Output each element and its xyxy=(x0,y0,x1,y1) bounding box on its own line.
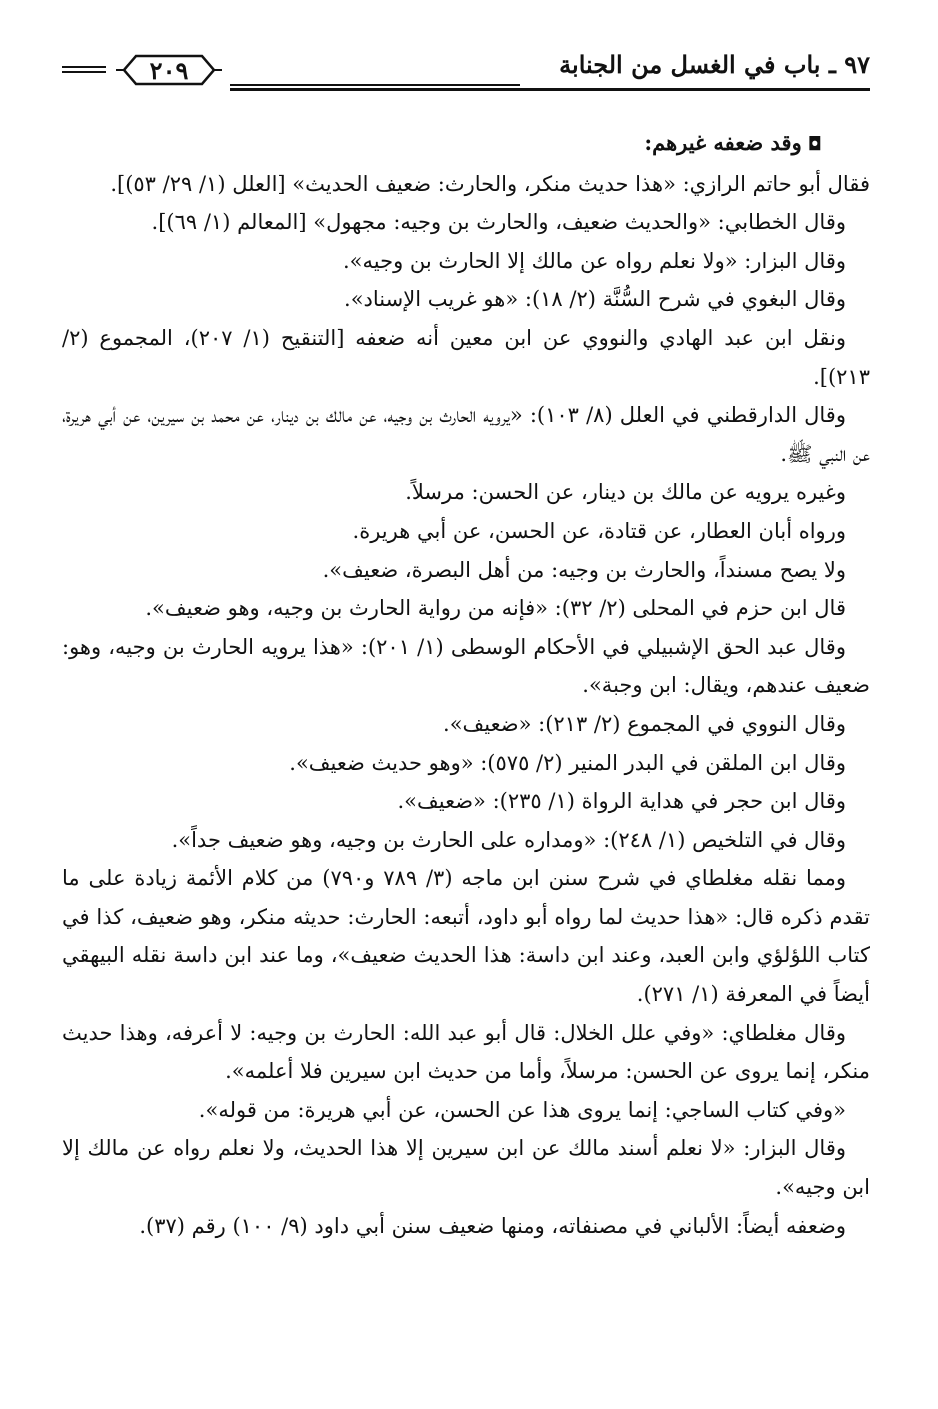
paragraph: فقال أبو حاتم الرازي: «هذا حديث منكر، والحارث: ضعيف الحديث» [العلل (١/ ٢٩/ ٥٣)]. xyxy=(110,171,870,196)
paragraph: وضعفه أيضاً: الألباني في مصنفاته، ومنها ضعيف سنن أبي داود (٩/ ١٠٠) رقم (٣٧). xyxy=(139,1213,846,1238)
paragraph: ومما نقله مغلطاي في شرح سنن ابن ماجه (٣/ ٧٨٩ و٧٩٠) من كلام الأئمة زيادة على ما تقدم ذكره قال: «هذا حديث لما رواه أبو داود، أتبعه: الحارث: حديثه منكر، وهو ضعيف، كذا في كتاب اللؤلؤي وابن العبد، وعند ابن داسة: هذا الحديث ضعيف»، وما عند ابن داسة نقله البيهقي أيضاً في المعرفة (١/ ٢٧١). xyxy=(62,866,870,1007)
paragraph: وقال ابن حجر في هداية الرواة (١/ ٢٣٥): «ضعيف». xyxy=(397,789,846,814)
paragraph: ورواه أبان العطار، عن قتادة، عن الحسن، عن أبي هريرة. xyxy=(352,518,846,543)
paragraph: وقال ابن الملقن في البدر المنير (٢/ ٥٧٥): «وهو حديث ضعيف». xyxy=(289,750,846,775)
paragraph: وقال الخطابي: «والحديث ضعيف، والحارث بن وجيه: مجهول» [المعالم (١/ ٦٩)]. xyxy=(151,210,846,235)
paragraph: وقال عبد الحق الإشبيلي في الأحكام الوسطى (١/ ٢٠١): «هذا يرويه الحارث بن وجيه، وهو: ضعيف عندهم، ويقال: ابن وجبة». xyxy=(62,634,870,698)
chapter-title: ٩٧ ـ باب في الغسل من الجنابة xyxy=(559,50,870,79)
paragraph: ولا يصح مسنداً، والحارث بن وجيه: من أهل البصرة، ضعيف». xyxy=(322,557,846,582)
paragraph: وقال البغوي في شرح السُّنَّة (٢/ ١٨): «هو غريب الإسناد». xyxy=(344,287,846,312)
subheading-text: وقد ضعفه غيرهم: xyxy=(644,130,802,155)
paragraph: ونقل ابن عبد الهادي والنووي عن ابن معين أنه ضعفه [التنقيح (١/ ٢٠٧)، المجموع (٢/ ٢١٣)]. xyxy=(62,325,870,389)
section-subheading xyxy=(62,124,870,165)
header-rule-left xyxy=(62,66,106,73)
page-number: ٢٠٩ xyxy=(149,55,189,85)
paragraph: وقال مغلطاي: «وفي علل الخلال: قال أبو عبد الله: الحارث بن وجيه: لا أعرفه، وهذا حديث منكر، إنما يروى عن الحسن: مرسلاً، وأما من حديث ابن سيرين فلا أعلمه». xyxy=(62,1020,870,1084)
paragraph: وقال البزار: «لا نعلم أسند مالك عن ابن سيرين إلا هذا الحديث، ولا نعلم رواه عن مالك إلا ابن وجيه». xyxy=(62,1136,870,1200)
paragraph: وقال البزار: «ولا نعلم رواه عن مالك إلا الحارث بن وجيه». xyxy=(342,248,846,273)
paragraph: وقال الدارقطني في العلل (٨/ ١٠٣): «يرويه الحارث بن وجيه، عن مالك بن دينار، عن محمد بن سيرين، عن أبي هريرة، عن النبي ﷺ. xyxy=(62,403,870,466)
paragraph: وقال في التلخيص (١/ ٢٤٨): «ومداره على الحارث بن وجيه، وهو ضعيف جداً». xyxy=(171,827,846,852)
header-rule-right xyxy=(230,84,520,90)
body-text xyxy=(62,124,870,1245)
bullet-icon: ◘ xyxy=(807,134,822,155)
paragraph: قال ابن حزم في المحلى (٢/ ٣٢): «فإنه من رواية الحارث بن وجيه، وهو ضعيف». xyxy=(145,596,846,621)
paragraph: وقال النووي في المجموع (٢/ ٢١٣): «ضعيف». xyxy=(443,711,846,736)
page-header xyxy=(62,48,870,98)
paragraph: «وفي كتاب الساجي: إنما يروى هذا عن الحسن، عن أبي هريرة: من قوله». xyxy=(198,1097,846,1122)
paragraph: وغيره يرويه عن مالك بن دينار، عن الحسن: مرسلاً. xyxy=(405,480,846,505)
page-number-badge xyxy=(114,52,224,88)
